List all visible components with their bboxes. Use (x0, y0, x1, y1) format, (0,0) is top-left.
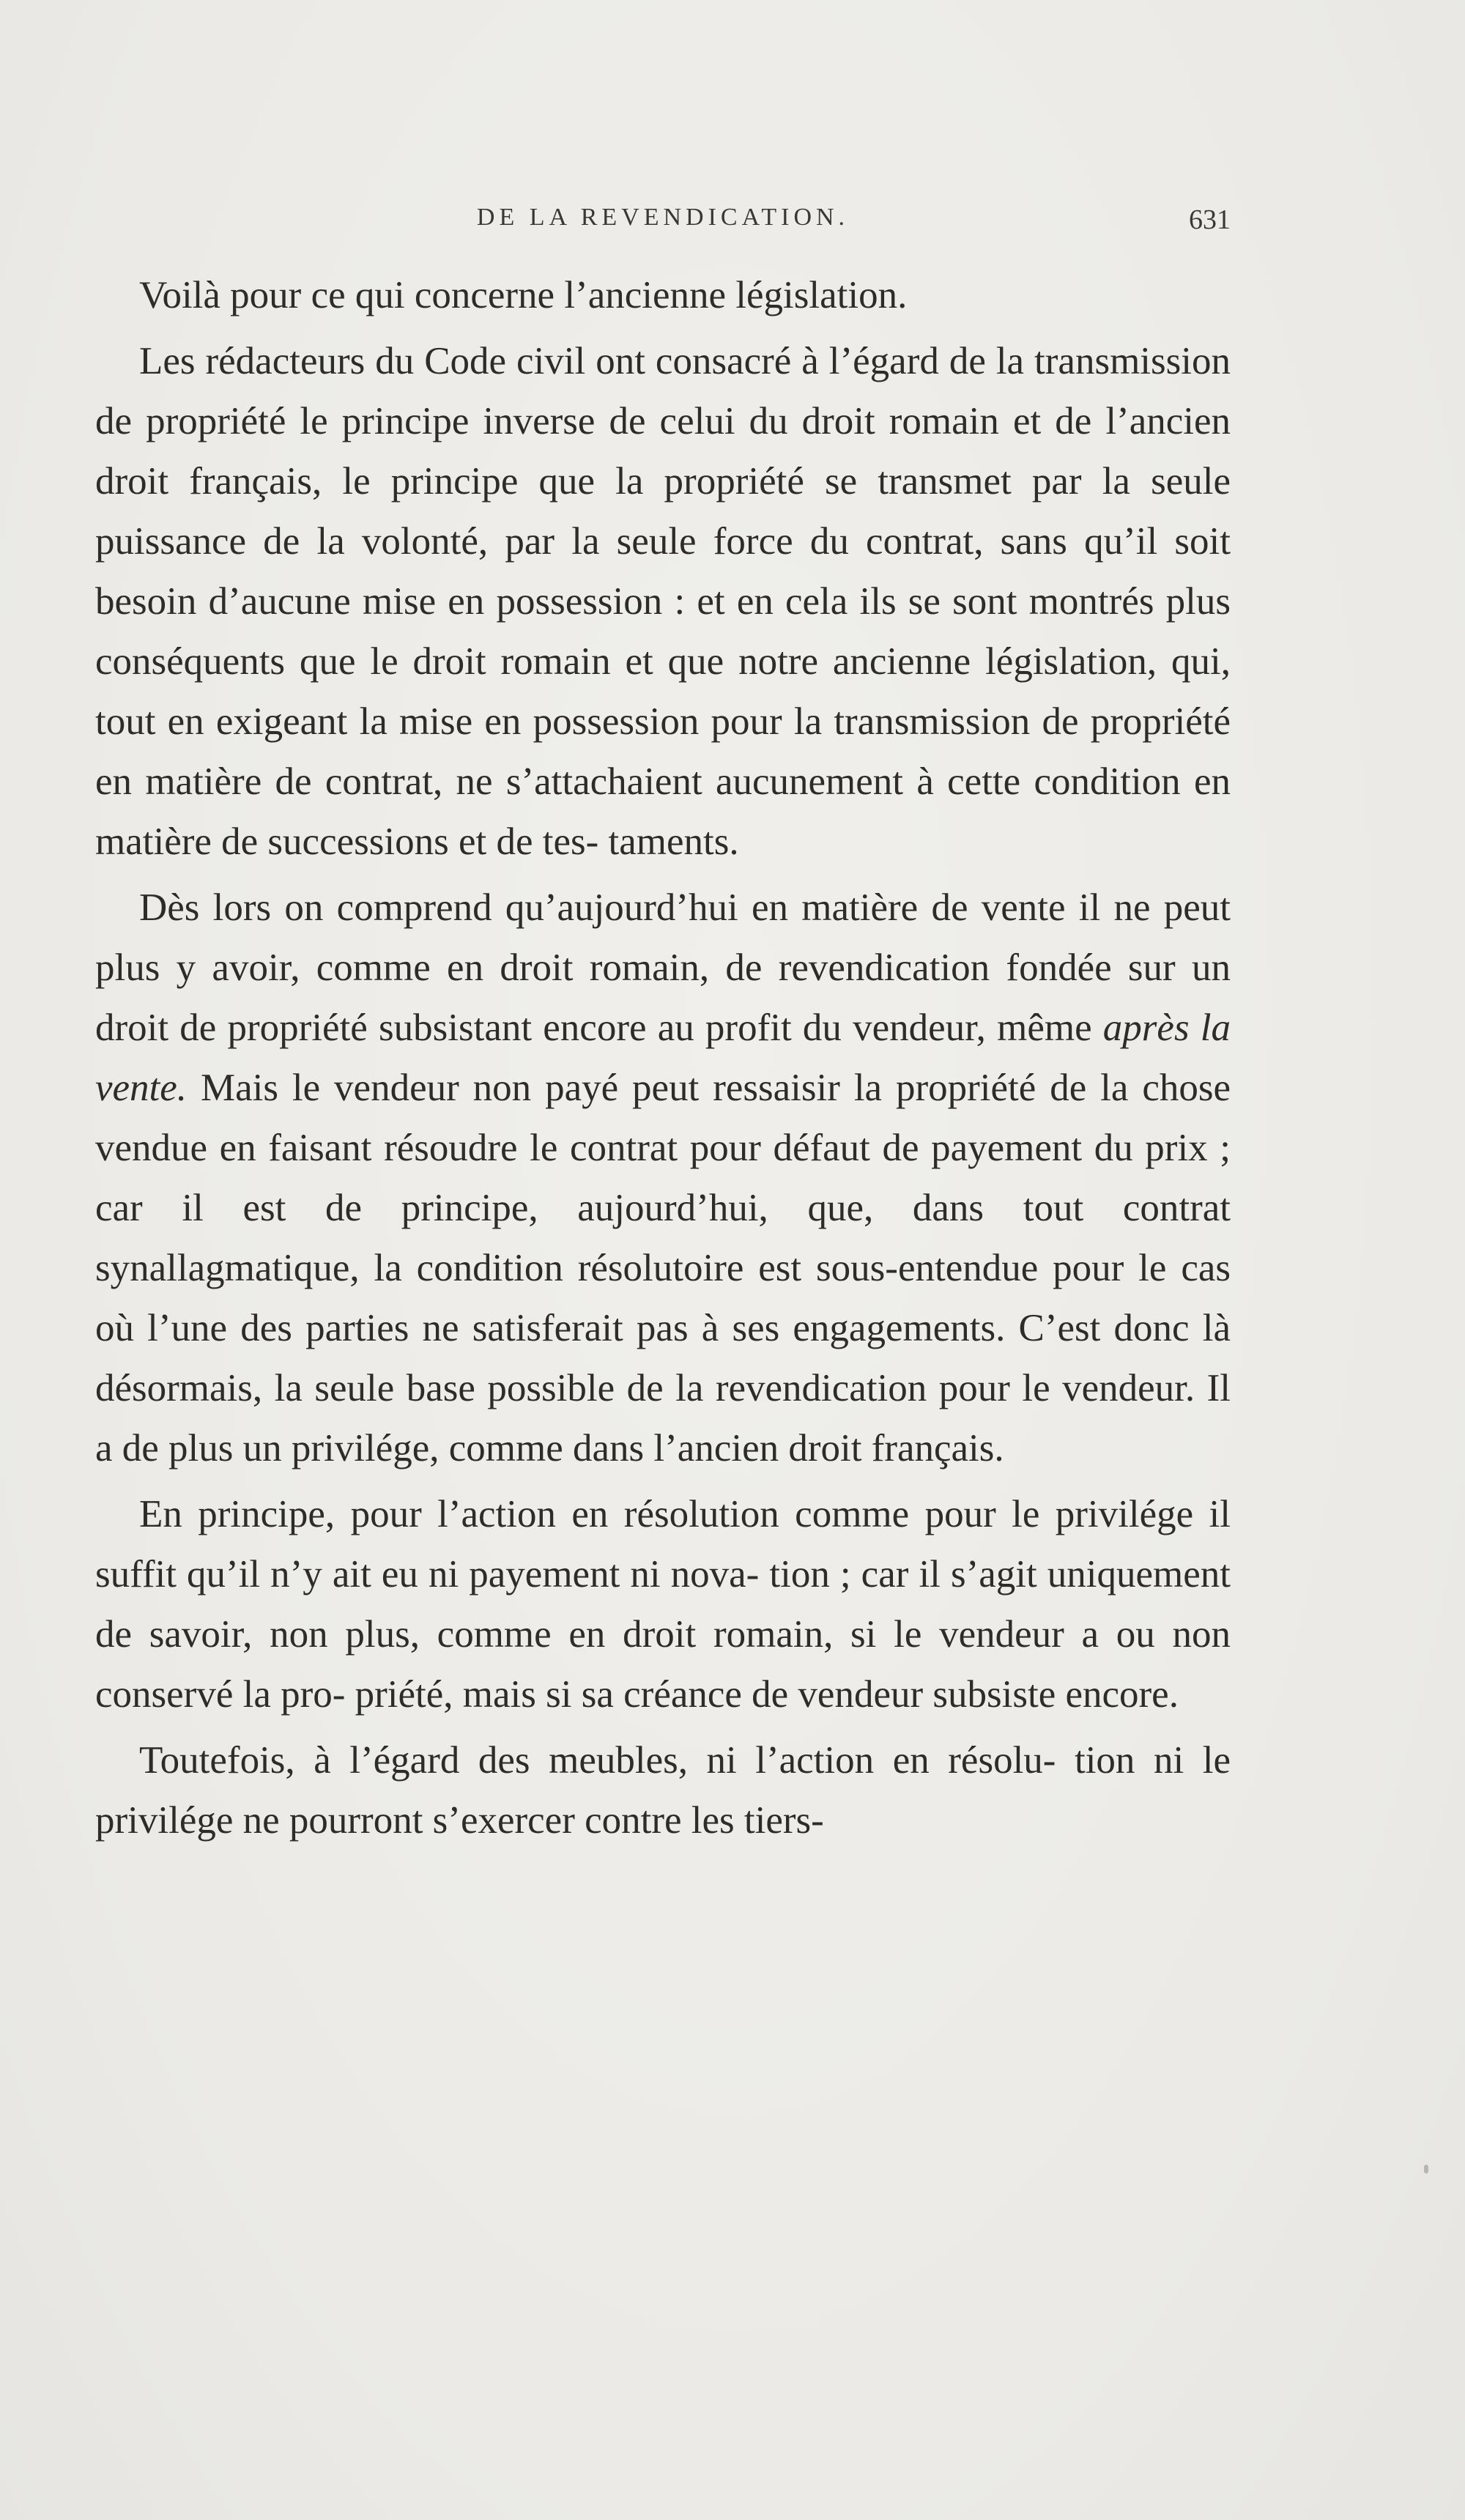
page-header (95, 204, 1231, 248)
paragraph-1: Voilà pour ce qui concerne l’ancienne législation. (139, 274, 908, 316)
body-text (95, 265, 1231, 1856)
paragraph-2: Les rédacteurs du Code civil ont consacré à l’égard de la transmission de propriété le principe inverse de celui du droit romain et de l’ancien droit français, le principe que la propriété se transmet par la seule puissance de la volonté, par la seule force du contrat, sans qu’il soit besoin d’aucune mise en possession : et en cela ils se sont montrés plus conséquents que le droit romain et que notre ancienne législation, qui, tout en exigeant la mise en possession pour la transmission de propriété en matière de contrat, ne s’attachaient aucunement à cette condition en matière de successions et de tes- taments. (95, 340, 1231, 863)
paragraph-3-part-1: Dès lors on comprend qu’aujourd’hui en matière de vente il ne peut plus y avoir, comme en droit romain, de revendication fondée sur un droit de propriété subsistant encore au profit du vendeur, même (95, 886, 1231, 1049)
italic-phrase: après la vente. (95, 1007, 1231, 1109)
page-number: 631 (1189, 204, 1231, 235)
paragraph-3 (95, 878, 1231, 1478)
paper-speck (1424, 2165, 1428, 2174)
paragraph-3-part-2: Mais le vendeur non payé peut ressaisir la propriété de la chose vendue en faisant résoudre le contrat pour défaut de payement du prix ; car il est de principe, aujourd’hui, que, dans tout contrat synallagmatique, la condition résolutoire est sous-entendue pour le cas où l’une des parties ne satisferait pas à ses engagements. C’est donc là désormais, la seule base possible de la revendication pour le vendeur. Il a de plus un privilége, comme dans l’ancien droit français. (95, 1067, 1231, 1470)
paragraph-4: En principe, pour l’action en résolution comme pour le privilége il suffit qu’il n’y ait eu ni payement ni nova- tion ; car il s’agit uniquement de savoir, non plus, comme en droit romain, si le vendeur a ou non conservé la pro- priété, mais si sa créance de vendeur subsiste encore. (95, 1493, 1231, 1716)
paragraph-5: Toutefois, à l’égard des meubles, ni l’action en résolu- tion ni le privilége ne pourront s’exercer contre les tiers- (95, 1739, 1231, 1842)
running-title: DE LA REVENDICATION. (476, 204, 850, 231)
